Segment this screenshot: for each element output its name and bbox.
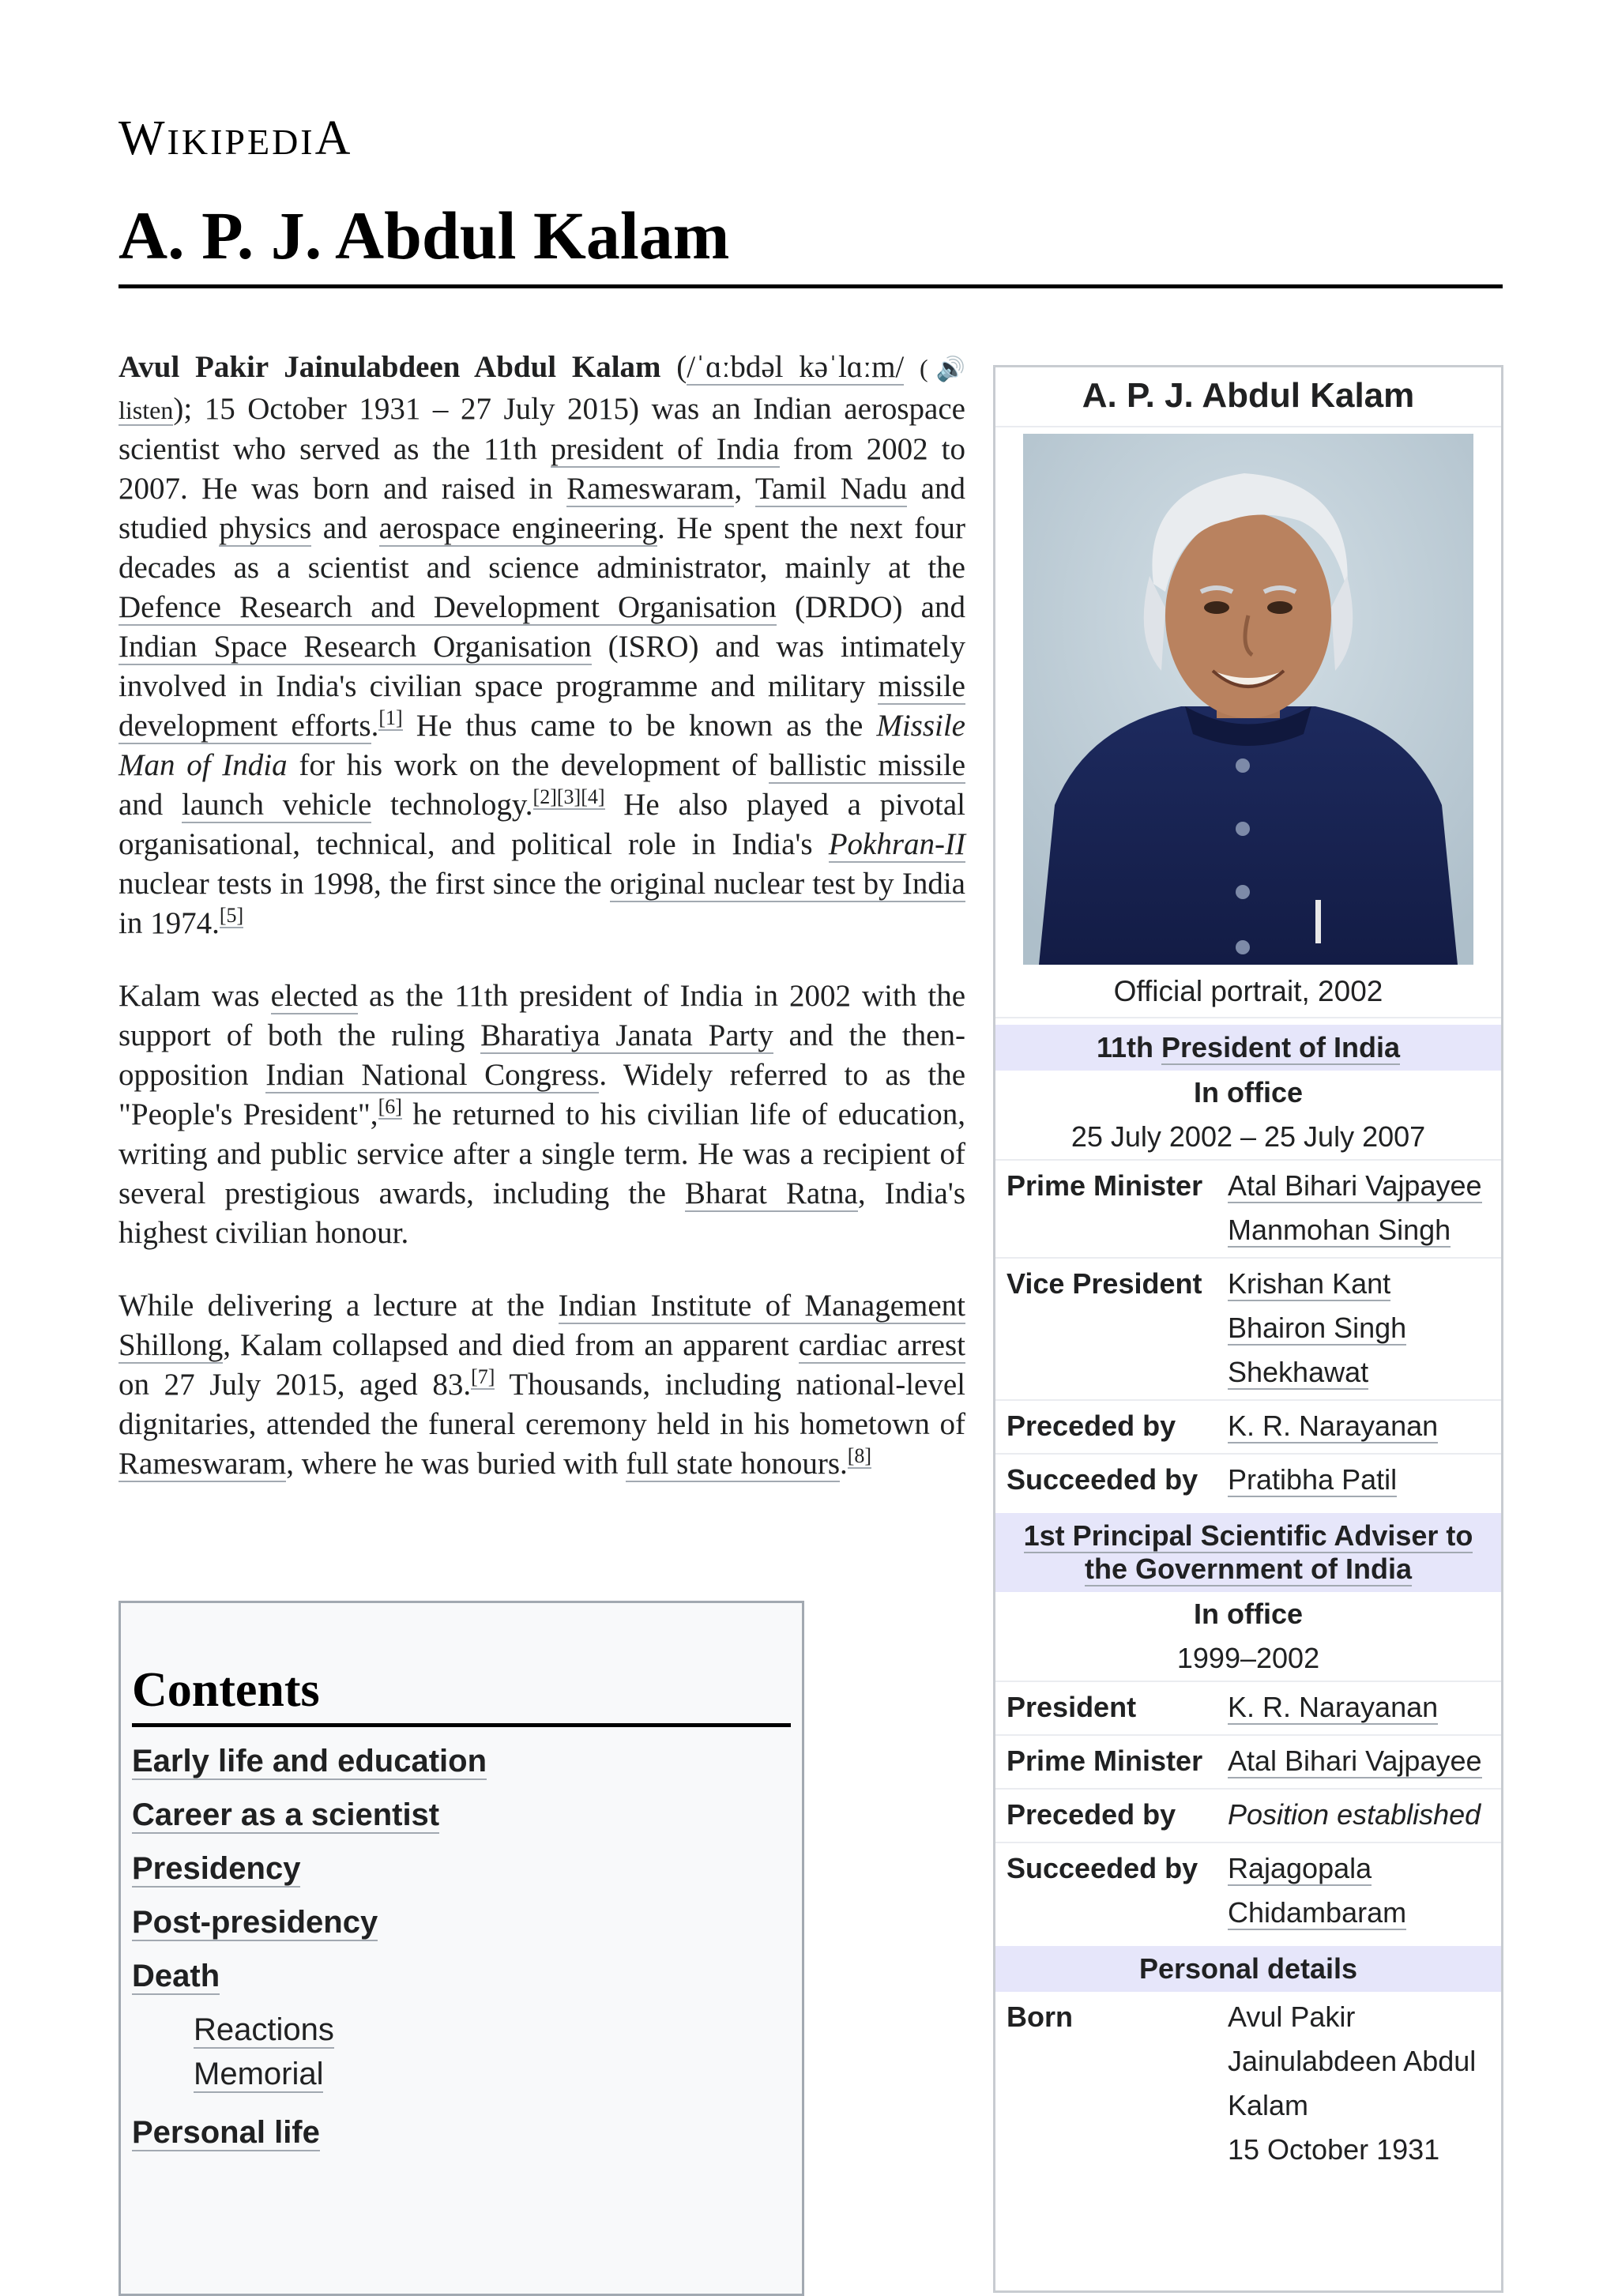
office-header-president	[995, 1025, 1501, 1071]
link-chidambaram-2[interactable]: Chidambaram	[1228, 1896, 1407, 1929]
row-label: Vice President	[1007, 1267, 1202, 1300]
text-span: . He spent the next four decades as a scientist and science administrator, mainly at the	[119, 511, 965, 585]
link-aerospace-engineering[interactable]: aerospace engineering	[378, 511, 657, 545]
link-shekhawat[interactable]: Shekhawat	[1228, 1356, 1369, 1388]
row-label: Born	[1007, 2001, 1073, 2033]
link-psa-line1[interactable]: 1st Principal Scientific Adviser to	[1023, 1519, 1473, 1552]
toc-heading: Contents	[132, 1658, 791, 1727]
lead-paragraph-1	[119, 348, 965, 943]
link-bjp[interactable]: Bharatiya Janata Party	[480, 1018, 773, 1052]
toc-item-personal-life[interactable]	[132, 2111, 791, 2154]
row-value	[1228, 1685, 1501, 1730]
row-label: Succeeded by	[1007, 1852, 1198, 1884]
listen-link[interactable]: listen	[119, 396, 174, 424]
text-span: (ISRO) and was intimately involved in India's civilian space programme and military	[119, 630, 965, 703]
link-tamil-nadu[interactable]: Tamil Nadu	[754, 472, 908, 506]
link-bhairon-singh[interactable]: Bhairon Singh	[1228, 1312, 1407, 1344]
wordmark-text: WIKIPEDIA	[119, 111, 353, 165]
born-line: 15 October 1931	[1228, 2133, 1440, 2166]
speaker-icon: 🔊	[928, 356, 965, 383]
listen-control[interactable]: (🔊listen	[119, 354, 965, 424]
link-original-nuclear-test[interactable]: original nuclear test by India	[609, 867, 965, 901]
text-span: .	[840, 1447, 848, 1481]
reference-8[interactable]: [8]	[847, 1444, 872, 1467]
personal-details-header: Personal details	[995, 1946, 1501, 1992]
text-span: While delivering a lecture at the	[119, 1289, 559, 1323]
text-span: ,	[734, 472, 755, 506]
link-isro[interactable]: Indian Space Research Organisation	[119, 630, 592, 664]
article-body	[119, 348, 965, 1517]
nickname-italic: Missile Man of India	[119, 709, 965, 782]
link-rameswaram-2[interactable]: Rameswaram	[119, 1447, 287, 1481]
text-span: , where he was buried with	[286, 1447, 627, 1481]
born-line: Kalam	[1228, 2089, 1309, 2121]
toc-item-label: Career as a scientist	[132, 1797, 440, 1832]
infobox-title: A. P. J. Abdul Kalam	[995, 367, 1501, 427]
reference-4[interactable]: [4]	[581, 785, 605, 808]
lead-paragraph-3	[119, 1286, 965, 1484]
link-physics[interactable]: physics	[219, 511, 312, 545]
text-span: he returned to his civilian life of education, writing and public service after a single term. He was a recipient of several prestigious awards, including the	[119, 1097, 965, 1210]
toc-item-post-presidency[interactable]	[132, 1901, 791, 1944]
row-succeeded-by	[995, 1453, 1501, 1507]
toc-item-presidency[interactable]	[132, 1847, 791, 1890]
link-rameswaram[interactable]: Rameswaram	[566, 472, 735, 506]
row-vice-president	[995, 1257, 1501, 1399]
row-label: President	[1007, 1691, 1137, 1723]
row-prime-minister-2	[995, 1734, 1501, 1788]
toc-item-label: Personal life	[132, 2115, 320, 2150]
toc-subitem-label: Reactions	[194, 2012, 334, 2047]
portrait-caption: Official portrait, 2002	[995, 965, 1501, 1018]
text-span: He thus came to be known as the	[402, 709, 877, 743]
toc-item-early-life[interactable]	[132, 1740, 791, 1782]
portrait-illustration	[1023, 434, 1473, 965]
link-psa-line2[interactable]: the Government of India	[1084, 1553, 1413, 1585]
reference-2[interactable]: [2]	[532, 785, 557, 808]
position-established: Position established	[1228, 1798, 1481, 1831]
portrait-image[interactable]	[1023, 434, 1473, 965]
link-pokhran-ii[interactable]	[829, 827, 965, 863]
text-span: . Widely referred to as the "People's President",	[119, 1058, 966, 1131]
text-span: from 2002 to 2007. He was born and raised in	[119, 432, 965, 506]
text-span: Kalam was	[119, 979, 271, 1013]
link-launch-vehicle[interactable]: launch vehicle	[182, 788, 372, 822]
link-ballistic-missile[interactable]: ballistic missile	[769, 748, 966, 782]
text-span: and the then-opposition	[119, 1018, 965, 1092]
row-label: Preceded by	[1007, 1798, 1176, 1831]
toc-item-label: Post-presidency	[132, 1905, 378, 1940]
pokhran-italic: Pokhran-II	[828, 827, 965, 861]
row-value	[1228, 1995, 1501, 2172]
row-value	[1228, 1164, 1501, 1252]
text-span: , India's highest civilian honour.	[119, 1176, 965, 1250]
toc-subitem-reactions[interactable]	[194, 2008, 791, 2051]
in-office-label: In office	[1193, 1076, 1303, 1108]
toc-item-death[interactable]	[132, 1955, 791, 1997]
reference-6[interactable]: [6]	[378, 1095, 402, 1118]
text-span: 11th	[1096, 1031, 1161, 1063]
link-vajpayee-2[interactable]: Atal Bihari Vajpayee	[1228, 1745, 1482, 1777]
toc-subitem-memorial[interactable]	[194, 2053, 791, 2095]
link-full-state-honours[interactable]: full state honours	[626, 1447, 841, 1481]
toc-item-label: Early life and education	[132, 1744, 487, 1778]
link-inc[interactable]: Indian National Congress	[265, 1058, 600, 1092]
link-pratibha-patil[interactable]: Pratibha Patil	[1228, 1463, 1398, 1496]
lead-paragraph-2	[119, 977, 965, 1253]
toc-item-label: Presidency	[132, 1851, 301, 1886]
term-dates: 1999–2002	[1176, 1642, 1320, 1674]
wikipedia-wordmark[interactable]	[119, 111, 352, 167]
row-preceded-by	[995, 1399, 1501, 1453]
office-header-psa	[995, 1513, 1501, 1592]
row-president	[995, 1681, 1501, 1734]
born-line: Avul Pakir	[1228, 2001, 1356, 2033]
link-president-of-india-infobox[interactable]: President of India	[1161, 1031, 1401, 1063]
link-bharat-ratna[interactable]: Bharat Ratna	[684, 1176, 858, 1210]
row-value	[1228, 1262, 1501, 1395]
link-elected[interactable]: elected	[270, 979, 359, 1013]
row-label: Prime Minister	[1007, 1169, 1203, 1202]
link-narayanan-2[interactable]: K. R. Narayanan	[1228, 1691, 1439, 1723]
toc-item-label: Death	[132, 1959, 220, 1993]
text-span: Thousands, including national-level dignitaries, attended the funeral ceremony held in his hometown of	[119, 1368, 965, 1441]
row-value	[1228, 1739, 1501, 1783]
link-president-of-india[interactable]: president of India	[551, 432, 780, 466]
text-span: for his work on the development of	[287, 748, 769, 782]
row-born	[995, 1992, 1501, 2177]
row-succeeded-by-2	[995, 1842, 1501, 1940]
row-label: Succeeded by	[1007, 1463, 1198, 1496]
text-span: as the 11th president of India in 2002 with the support of both the ruling	[119, 979, 965, 1052]
row-value	[1228, 1793, 1501, 1837]
toc-subitem-label: Memorial	[194, 2057, 324, 2091]
row-value	[1228, 1458, 1501, 1502]
text-span: in 1974.	[119, 906, 220, 940]
link-narayanan[interactable]: K. R. Narayanan	[1228, 1410, 1439, 1442]
text-span: technology.	[371, 788, 533, 822]
link-cardiac-arrest[interactable]: cardiac arrest	[798, 1328, 966, 1362]
born-line: Jainulabdeen Abdul	[1228, 2045, 1477, 2077]
text-span: and studied	[119, 472, 965, 545]
row-prime-minister	[995, 1159, 1501, 1257]
link-manmohan-singh[interactable]: Manmohan Singh	[1228, 1214, 1451, 1246]
reference-5[interactable]: [5]	[219, 904, 244, 927]
page-title: A. P. J. Abdul Kalam	[119, 188, 1503, 288]
subject-name: Avul Pakir Jainulabdeen Abdul Kalam	[119, 350, 661, 384]
row-label: Prime Minister	[1007, 1745, 1203, 1777]
text-span: He also played a pivotal organisational, technical, and political role in India's	[119, 788, 965, 861]
table-of-contents	[119, 1601, 804, 2296]
link-krishan-kant[interactable]: Krishan Kant	[1228, 1267, 1391, 1300]
row-value	[1228, 1846, 1501, 1935]
text-span: nuclear tests in 1998, the first since the	[119, 867, 610, 901]
text-span: , Kalam collapsed and died from an apparent	[223, 1328, 799, 1362]
reference-1[interactable]: [1]	[378, 706, 403, 729]
text-span: .	[371, 709, 379, 743]
row-value	[1228, 1404, 1501, 1448]
text-span: on 27 July 2015, aged 83.	[119, 1368, 472, 1402]
reference-3[interactable]: [3]	[556, 785, 581, 808]
link-vajpayee[interactable]: Atal Bihari Vajpayee	[1228, 1169, 1482, 1202]
text-span: and	[119, 788, 182, 822]
in-office-label: In office	[1193, 1598, 1303, 1630]
reference-7[interactable]: [7]	[471, 1365, 495, 1388]
text-span: ); 15 October 1931 – 27 July 2015) was an Indian aerospace scientist who served as the 11th	[119, 392, 965, 466]
link-drdo[interactable]: Defence Research and Development Organisation	[119, 590, 777, 624]
text-span: (	[660, 350, 687, 384]
ipa-pronunciation-link[interactable]: /ˈɑːbdəl kəˈlɑːm/	[687, 350, 905, 384]
row-preceded-by-2	[995, 1788, 1501, 1842]
toc-item-career[interactable]	[132, 1794, 791, 1836]
infobox	[993, 365, 1503, 2293]
row-label: Preceded by	[1007, 1410, 1176, 1442]
text-span: (DRDO) and	[776, 590, 965, 624]
link-iim-shillong[interactable]: Indian Institute of Management Shillong	[119, 1289, 965, 1362]
term-dates: 25 July 2002 – 25 July 2007	[1071, 1120, 1426, 1153]
link-missile-development[interactable]: missile development efforts	[119, 669, 965, 743]
text-span: and	[311, 511, 379, 545]
link-chidambaram-1[interactable]: Rajagopala	[1228, 1852, 1372, 1884]
